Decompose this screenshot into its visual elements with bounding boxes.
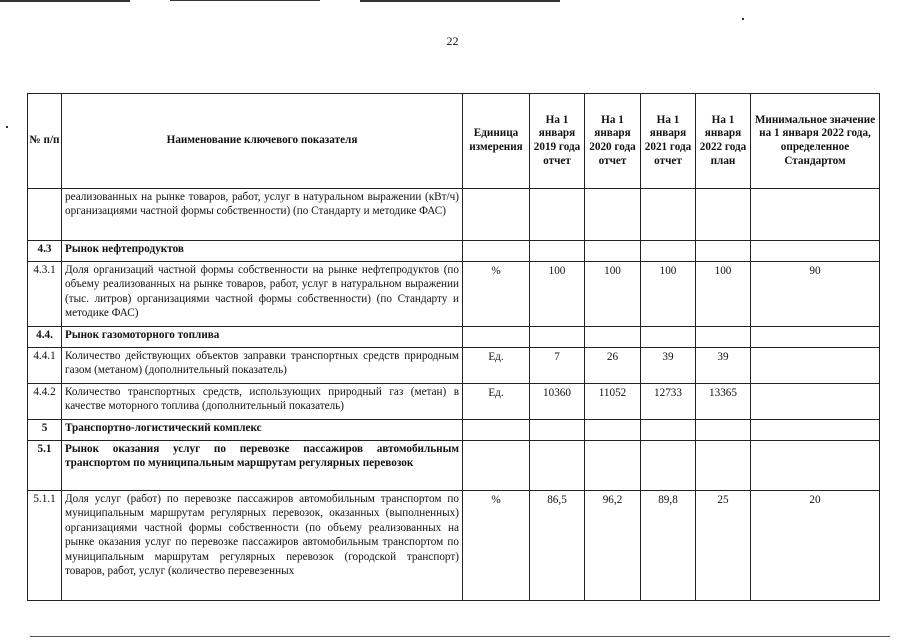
row-min [751,189,880,241]
row-2019: 100 [530,262,585,327]
header-2019: На 1 января 2019 года отчет [530,94,585,189]
row-unit: Ед. [463,348,530,384]
header-num: № п/п [28,94,62,189]
section-row [28,241,880,262]
row-2019: 7 [530,348,585,384]
section-num: 4.3 [28,241,62,262]
header-unit: Единица измерения [463,94,530,189]
header-2021: На 1 января 2021 года отчет [641,94,696,189]
section-num: 4.4. [28,327,62,348]
row-name: Количество транспортных средств, использующих природный газ (метан) в качестве моторного топлива (дополнительный показатель) [62,384,463,420]
row-2021 [641,189,696,241]
section-title: Рынок оказания услуг по перевозке пассажиров автомобильным транспортом по муниципальным маршрутам регулярных перевозок [62,441,463,491]
row-name: реализованных на рынке товаров, работ, услуг в натуральном выражении (кВт/ч) организациями частной формы собственности) (по Стандарту и методике ФАС) [62,189,463,241]
section-title: Транспортно-логистический комплекс [62,420,463,441]
row-unit [463,189,530,241]
table-row [28,189,880,241]
scan-artifact [6,126,8,128]
row-2021: 100 [641,262,696,327]
row-2019: 10360 [530,384,585,420]
row-2022 [696,189,751,241]
section-num: 5.1 [28,441,62,491]
row-2020 [585,189,641,241]
section-title: Рынок газомоторного топлива [62,327,463,348]
row-min [751,384,880,420]
row-min: 20 [751,491,880,601]
row-2021: 89,8 [641,491,696,601]
table-row [28,384,880,420]
row-name: Количество действующих объектов заправки транспортных средств природным газом (метаном) (дополнительный показатель) [62,348,463,384]
scan-artifact [360,0,560,2]
page-number: 22 [446,34,459,48]
header-name: Наименование ключевого показателя [62,94,463,189]
row-num: 4.4.2 [28,384,62,420]
row-num: 5.1.1 [28,491,62,601]
row-2022: 100 [696,262,751,327]
row-min [751,348,880,384]
row-2020: 11052 [585,384,641,420]
row-name: Доля услуг (работ) по перевозке пассажиров автомобильным транспортом по муниципальным маршрутам регулярных перевозок, оказанных (выполненных) организациями частной формы собственности (по объему реализованных на рынке оказания услуг по перевозке пассажиров автомобильным транспортом по муниципальным маршрутам регулярных перевозок (городской транспорт) товаров, работ, услуг (количество перевезенных [62,491,463,601]
row-min: 90 [751,262,880,327]
row-2019: 86,5 [530,491,585,601]
table-row [28,262,880,327]
row-2019 [530,189,585,241]
section-row [28,327,880,348]
table-row [28,491,880,601]
row-2022: 39 [696,348,751,384]
row-2020: 96,2 [585,491,641,601]
row-unit: % [463,491,530,601]
section-row [28,441,880,491]
row-2022: 13365 [696,384,751,420]
header-2022: На 1 января 2022 года план [696,94,751,189]
scan-artifact [742,18,744,20]
row-num: 4.3.1 [28,262,62,327]
row-2022: 25 [696,491,751,601]
row-2021: 12733 [641,384,696,420]
row-unit: Ед. [463,384,530,420]
row-2020: 100 [585,262,641,327]
scan-artifact [170,0,320,1]
scan-artifact [30,636,890,637]
table-header-row [28,94,880,189]
row-num [28,189,62,241]
row-2021: 39 [641,348,696,384]
section-row [28,420,880,441]
section-title: Рынок нефтепродуктов [62,241,463,262]
header-min: Минимальное значение на 1 января 2022 года, определенное Стандартом [751,94,880,189]
section-num: 5 [28,420,62,441]
key-indicators-table [27,93,880,601]
table-row [28,348,880,384]
row-num: 4.4.1 [28,348,62,384]
header-2020: На 1 января 2020 года отчет [585,94,641,189]
row-2020: 26 [585,348,641,384]
row-unit: % [463,262,530,327]
row-name: Доля организаций частной формы собственности на рынке нефтепродуктов (по объему реализованных на рынке товаров, работ, услуг в натуральном выражении (тыс. литров) организациями частной формы собственности) (по Стандарту и методике ФАС) [62,262,463,327]
scan-artifact [0,0,130,2]
